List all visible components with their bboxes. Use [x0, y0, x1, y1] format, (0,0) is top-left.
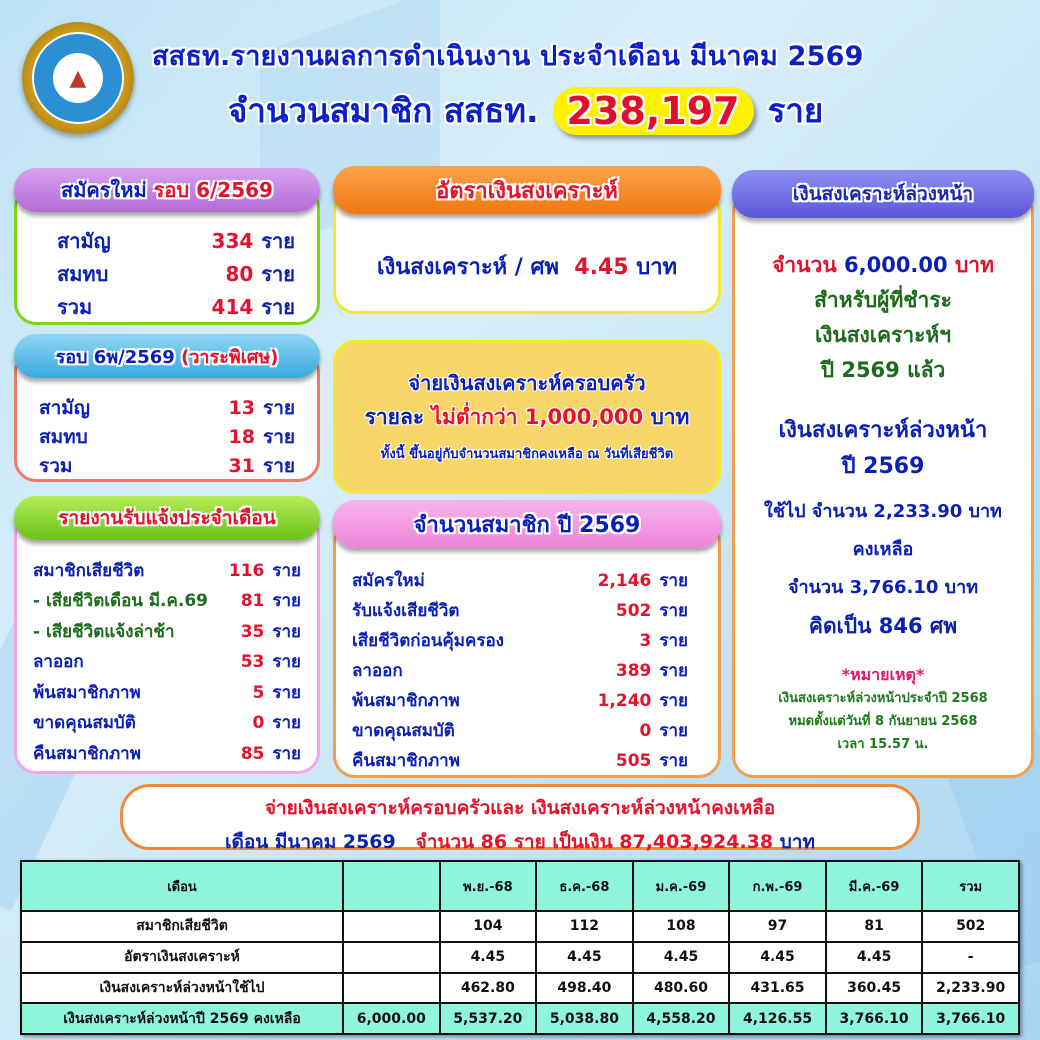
row-unit: ราย: [262, 396, 295, 419]
summary-banner: [120, 784, 920, 853]
table-cell: 4.45: [826, 942, 923, 973]
row-unit: ราย: [272, 652, 301, 673]
row-value: 116: [228, 560, 265, 581]
table-cell: 4.45: [440, 942, 537, 973]
rate-unit: บาท: [636, 255, 678, 280]
row-unit: ราย: [659, 720, 688, 741]
monthly-report-rows: [33, 555, 301, 769]
table-cell: 360.45: [826, 973, 923, 1004]
row-unit: ราย: [659, 690, 688, 711]
advance-payment-header: เงินสงเคราะห์ล่วงหน้า: [732, 170, 1034, 218]
row-label: รับแจ้งเสียชีวิต: [352, 600, 460, 621]
members-year-card: [333, 520, 721, 778]
table-cell: 431.65: [729, 973, 826, 1004]
column-header: ธ.ค.-68: [536, 861, 633, 911]
row-label: คืนสมาชิกภาพ: [33, 743, 141, 764]
table-cell: 6,000.00: [343, 1003, 440, 1034]
row-label: ลาออก: [352, 660, 403, 681]
row-label: คืนสมาชิกภาพ: [352, 750, 460, 771]
list-item: [352, 655, 688, 685]
member-unit: ราย: [767, 91, 824, 130]
advance-amount-line: [735, 249, 1031, 282]
table-cell: 4.45: [729, 942, 826, 973]
payout-condition: ทั้งนี้ ขึ้นอยู่กับจำนวนสมาชิกคงเหลือ ณ วันที่เสียชีวิต: [380, 447, 674, 462]
list-item: [33, 586, 301, 617]
row-label: ขาดคุณสมบัติ: [352, 720, 455, 741]
row-label: - เสียชีวิตแจ้งล่าช้า: [33, 621, 175, 642]
summary-detail: [123, 827, 917, 857]
note-line: เวลา 15.57 น.: [837, 737, 929, 752]
rate-label: เงินสงเคราะห์ / ศพ: [376, 255, 559, 280]
list-item: [57, 257, 295, 290]
row-label: สมาชิกเสียชีวิต: [33, 560, 145, 581]
table-cell: 3,766.10: [922, 1003, 1019, 1034]
column-header: มี.ค.-69: [826, 861, 923, 911]
monthly-report-card: [14, 512, 320, 774]
monthly-summary-table: [20, 860, 1020, 1035]
association-seal-icon: [22, 22, 134, 134]
payout-amount: ไม่ต่ำกว่า 1,000,000: [431, 405, 644, 429]
list-item: [39, 451, 295, 480]
summary-count: จำนวน 86 ราย เป็นเงิน 87,403,924.38: [415, 831, 774, 853]
row-value: 505: [615, 750, 652, 771]
payout-amount-line: [336, 401, 718, 434]
row-unit: ราย: [272, 713, 301, 734]
row-label: ลาออก: [33, 652, 84, 673]
list-item: [352, 685, 688, 715]
row-label: สามัญ: [57, 228, 111, 253]
row-label: สมทบ: [39, 425, 88, 448]
table-total-row: [21, 1003, 1019, 1034]
table-cell: 4.45: [633, 942, 730, 973]
eligibility-line: เงินสงเคราะห์ฯ: [814, 323, 952, 347]
row-unit: ราย: [261, 294, 295, 319]
welfare-rate-line: [336, 249, 718, 284]
row-unit: ราย: [261, 261, 295, 286]
page-title: สสธท.รายงานผลการดำเนินงาน ประจำเดือน มีนาคม 2569: [152, 41, 864, 72]
row-unit: ราย: [659, 750, 688, 771]
remaining-label: คงเหลือ: [852, 539, 914, 560]
row-label: สมัครใหม่: [352, 570, 425, 591]
table-cell: 480.60: [633, 973, 730, 1004]
row-unit: ราย: [262, 425, 295, 448]
table-cell: 2,233.90: [922, 973, 1019, 1004]
list-item: [352, 625, 688, 655]
row-value: 1,240: [597, 690, 652, 711]
table-row: [21, 973, 1019, 1004]
advance-amount: 6,000.00: [844, 253, 948, 277]
table-cell: 108: [633, 911, 730, 942]
row-value: 0: [252, 713, 265, 734]
list-item: [352, 715, 688, 745]
list-item: [33, 647, 301, 678]
members-year-header: จำนวนสมาชิก ปี 2569: [333, 500, 721, 548]
row-label: พ้นสมาชิกภาพ: [33, 682, 141, 703]
special-round-rows: [39, 393, 295, 480]
list-item: [33, 555, 301, 586]
table-cell: 498.40: [536, 973, 633, 1004]
note-line: หมดตั้งแต่วันที่ 8 กันยายน 2568: [788, 714, 978, 729]
table-cell: 5,038.80: [536, 1003, 633, 1034]
row-unit: ราย: [272, 743, 301, 764]
amount-prefix: จำนวน: [772, 253, 837, 277]
note-body: [735, 687, 1031, 756]
table-cell: เงินสงเคราะห์ล่วงหน้าใช้ไป: [21, 973, 343, 1004]
list-item: [33, 738, 301, 769]
row-value: 334: [211, 228, 254, 253]
rate-value: 4.45: [574, 255, 629, 280]
payout-unit: บาท: [650, 405, 690, 429]
row-unit: ราย: [659, 570, 688, 591]
column-header: เดือน: [21, 861, 343, 911]
table-cell: สมาชิกเสียชีวิต: [21, 911, 343, 942]
new-members-rows: [57, 224, 295, 323]
table-cell: 112: [536, 911, 633, 942]
row-value: 389: [615, 660, 652, 681]
row-label: สามัญ: [39, 396, 90, 419]
table-cell: 462.80: [440, 973, 537, 1004]
amount-unit: บาท: [954, 253, 994, 277]
list-item: [352, 565, 688, 595]
year-title-line: เงินสงเคราะห์ล่วงหน้า: [778, 418, 988, 443]
row-value: 53: [240, 652, 265, 673]
row-unit: ราย: [272, 682, 301, 703]
table-cell: 3,766.10: [826, 1003, 923, 1034]
row-value: 35: [240, 621, 265, 642]
table-cell: 4,558.20: [633, 1003, 730, 1034]
row-value: 81: [240, 591, 265, 612]
row-value: 3: [639, 630, 652, 651]
row-unit: ราย: [261, 228, 295, 253]
payout-prefix: รายละ: [364, 405, 425, 429]
row-label: สมทบ: [57, 261, 109, 286]
advance-balance: [735, 493, 1031, 645]
table-cell: [343, 942, 440, 973]
table-cell: 4.45: [536, 942, 633, 973]
monthly-report-header: รายงานรับแจ้งประจำเดือน: [14, 496, 320, 540]
used-amount: ใช้ไป จำนวน 2,233.90 บาท: [764, 501, 1002, 522]
column-header: รวม: [922, 861, 1019, 911]
special-round-header: [14, 334, 320, 378]
advance-payment-card: [732, 190, 1034, 778]
member-count-badge: 238,197: [553, 87, 754, 135]
list-item: [33, 708, 301, 739]
equivalent-deaths: คิดเป็น 846 ศพ: [808, 614, 958, 638]
table-cell: 5,537.20: [440, 1003, 537, 1034]
remaining-amount: จำนวน 3,766.10 บาท: [787, 577, 979, 598]
row-value: 80: [225, 261, 254, 286]
row-value: 85: [240, 743, 265, 764]
table-row: [21, 942, 1019, 973]
row-value: 2,146: [597, 570, 652, 591]
row-unit: ราย: [272, 621, 301, 642]
advance-year-title: [735, 413, 1031, 485]
row-label: เสียชีวิตก่อนคุ้มครอง: [352, 630, 504, 651]
list-item: [57, 224, 295, 257]
torch-emblem-icon: ▲: [53, 53, 103, 103]
row-value: 0: [639, 720, 652, 741]
list-item: [33, 616, 301, 647]
row-value: 502: [615, 600, 652, 621]
member-total-line: [228, 84, 823, 137]
list-item: [39, 393, 295, 422]
column-header: ม.ค.-69: [633, 861, 730, 911]
header-label: สมัครใหม่: [61, 178, 147, 202]
list-item: [39, 422, 295, 451]
column-header: พ.ย.-68: [440, 861, 537, 911]
advance-eligibility: [735, 283, 1031, 388]
summary-unit: บาท: [779, 831, 816, 853]
table-cell: เงินสงเคราะห์ล่วงหน้าปี 2569 คงเหลือ: [21, 1003, 343, 1034]
row-label: พ้นสมาชิกภาพ: [352, 690, 460, 711]
year-title-line: ปี 2569: [841, 454, 925, 479]
row-unit: ราย: [272, 591, 301, 612]
list-item: [352, 745, 688, 775]
row-label: รวม: [39, 454, 73, 477]
family-payout-card: [333, 340, 721, 494]
table-cell: อัตราเงินสงเคราะห์: [21, 942, 343, 973]
row-value: 5: [252, 682, 265, 703]
row-unit: ราย: [659, 660, 688, 681]
column-header: ก.พ.-69: [729, 861, 826, 911]
summary-month: เดือน มีนาคม 2569: [224, 831, 396, 853]
table-header-row: [21, 861, 1019, 911]
list-item: [57, 290, 295, 323]
row-value: 414: [211, 294, 254, 319]
note-title: *หมายเหตุ*: [841, 665, 925, 684]
seal-inner: [32, 32, 124, 124]
row-value: 31: [228, 454, 255, 477]
list-item: [33, 677, 301, 708]
row-unit: ราย: [659, 600, 688, 621]
header-round: รอบ 6/2569: [153, 178, 273, 202]
row-value: 18: [228, 425, 255, 448]
new-members-header: [14, 168, 320, 212]
row-unit: ราย: [262, 454, 295, 477]
table-cell: 97: [729, 911, 826, 942]
table-cell: 4,126.55: [729, 1003, 826, 1034]
table-row: [21, 911, 1019, 942]
member-label: จำนวนสมาชิก สสธท.: [228, 91, 539, 130]
table-cell: 104: [440, 911, 537, 942]
table-cell: 502: [922, 911, 1019, 942]
header-subtitle: (วาระพิเศษ): [181, 346, 279, 368]
summary-title: จ่ายเงินสงเคราะห์ครอบครัวและ เงินสงเคราะห์ล่วงหน้าคงเหลือ: [264, 797, 776, 819]
table-cell: 81: [826, 911, 923, 942]
row-value: 13: [228, 396, 255, 419]
row-label: - เสียชีวิตเดือน มี.ค.69: [33, 591, 208, 612]
column-header: [343, 861, 440, 911]
note-line: เงินสงเคราะห์ล่วงหน้าประจำปี 2568: [778, 691, 988, 706]
table-cell: [343, 973, 440, 1004]
row-unit: ราย: [272, 560, 301, 581]
row-unit: ราย: [659, 630, 688, 651]
table-cell: -: [922, 942, 1019, 973]
header-label: รอบ 6พ/2569: [55, 346, 175, 368]
table-cell: [343, 911, 440, 942]
eligibility-line: สำหรับผู้ที่ชำระ: [814, 288, 952, 312]
welfare-rate-header: อัตราเงินสงเคราะห์: [333, 166, 721, 214]
row-label: รวม: [57, 294, 93, 319]
payout-title: จ่ายเงินสงเคราะห์ครอบครัว: [408, 371, 646, 395]
eligibility-line: ปี 2569 แล้ว: [820, 358, 946, 382]
list-item: [352, 595, 688, 625]
row-label: ขาดคุณสมบัติ: [33, 713, 136, 734]
members-year-rows: [352, 565, 688, 775]
